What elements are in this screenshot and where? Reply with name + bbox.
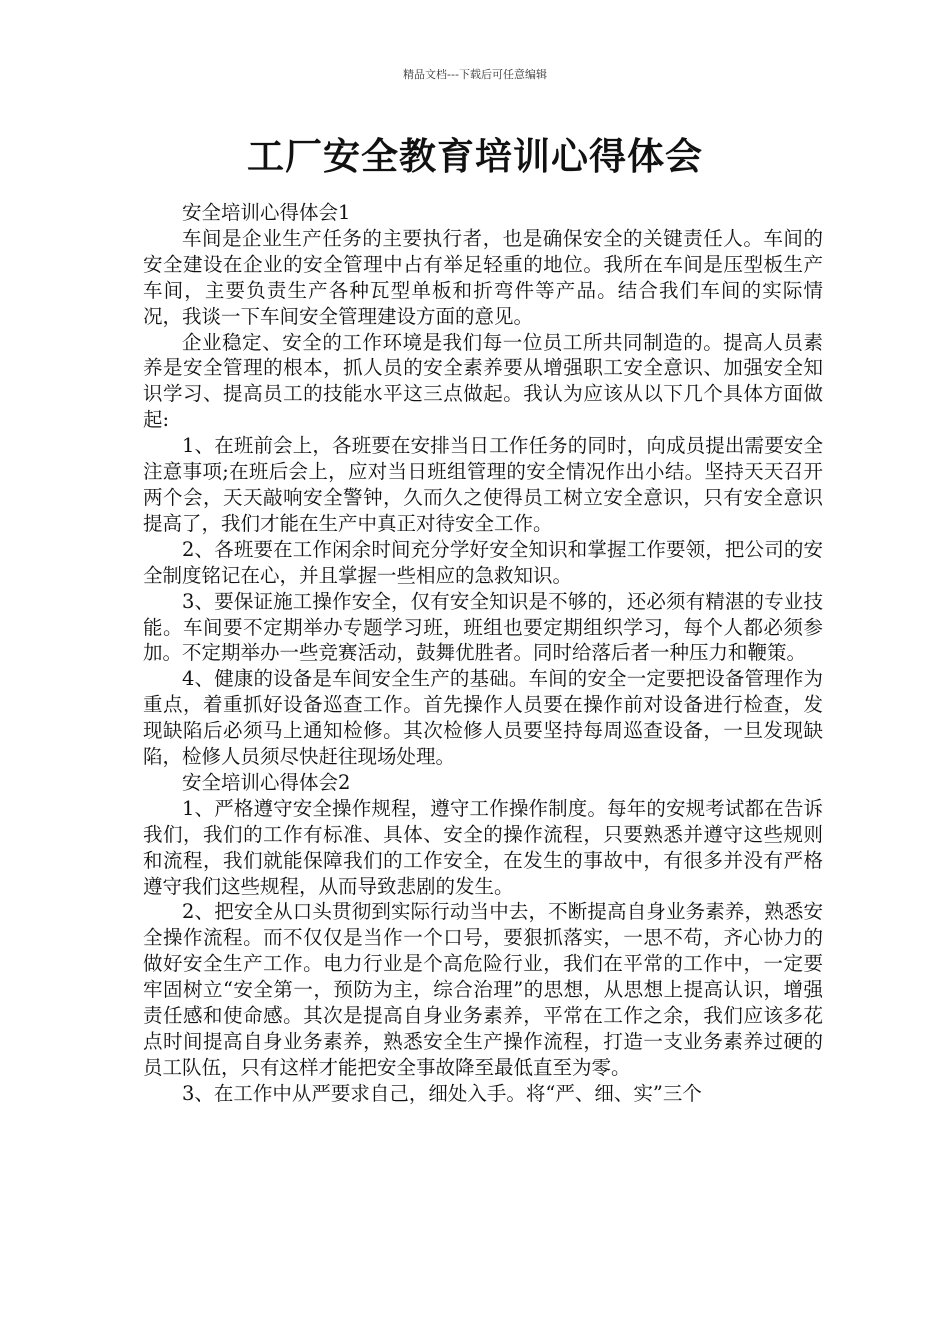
document-body [143, 200, 823, 1107]
paragraph: 3、在工作中从严要求自己，细处入手。将“严、细、实”三个 [182, 1081, 702, 1105]
paragraph: 2、把安全从口头贯彻到实际行动当中去，不断提高自身业务素养，熟悉安全操作流程。而不仅仅是当作一个口号，要狠抓落实，一思不苟，齐心协力的做好安全生产工作。电力行业是个高危险行业，我们在平常的工作中，一定要牢固树立“安全第一，预防为主，综合治理”的思想，从思想上提高认识，增强责任感和使命感。其次是提高自身业务素养，平常在工作之余，我们应该多花点时间提高自身业务素养，熟悉安全生产操作流程，打造一支业务素养过硬的员工队伍，只有这样才能把安全事故降至最低直至为零。 [143, 900, 823, 1079]
section-heading: 安全培训心得体会2 [182, 770, 351, 794]
paragraph: 2、各班要在工作闲余时间充分学好安全知识和掌握工作要领，把公司的安全制度铭记在心，并且掌握一些相应的急救知识。 [143, 537, 823, 587]
section-heading: 安全培训心得体会1 [182, 201, 351, 224]
paragraph: 3、要保证施工操作安全，仅有安全知识是不够的，还必须有精湛的专业技能。车间要不定期举办专题学习班，班组也要定期组织学习，每个人都必须参加。不定期举办一些竞赛活动，鼓舞优胜者。同时给落后者一种压力和鞭策。 [143, 589, 823, 665]
paragraph: 车间是企业生产任务的主要执行者，也是确保安全的关键责任人。车间的安全建设在企业的安全管理中占有举足轻重的地位。我所在车间是压型板生产车间，主要负责生产各种瓦型单板和折弯件等产品。结合我们车间的实际情况，我谈一下车间安全管理建设方面的意见。 [143, 226, 823, 328]
paragraph: 1、严格遵守安全操作规程，遵守工作操作制度。每年的安规考试都在告诉我们，我们的工作有标准、具体、安全的操作流程，只要熟悉并遵守这些规则和流程，我们就能保障我们的工作安全，在发生的事故中，有很多并没有严格遵守我们这些规程，从而导致悲剧的发生。 [143, 796, 823, 898]
paragraph: 1、在班前会上，各班要在安排当日工作任务的同时，向成员提出需要安全注意事项;在班后会上，应对当日班组管理的安全情况作出小结。坚持天天召开两个会，天天敲响安全警钟，久而久之使得员工树立安全意识，只有安全意识提高了，我们才能在生产中真正对待安全工作。 [143, 434, 823, 535]
page-header: 精品文档---下载后可任意编辑 [403, 68, 547, 81]
paragraph: 4、健康的设备是车间安全生产的基础。车间的安全一定要把设备管理作为重点，着重抓好设备巡查工作。首先操作人员要在操作前对设备进行检查，发现缺陷后必须马上通知检修。其次检修人员要坚持每周巡查设备，一旦发现缺陷，检修人员须尽快赶往现场处理。 [143, 667, 823, 769]
document-title: 工厂安全教育培训心得体会 [247, 135, 703, 178]
paragraph: 企业稳定、安全的工作环境是我们每一位员工所共同制造的。提高人员素养是安全管理的根本，抓人员的安全素养要从增强职工安全意识、加强安全知识学习、提高员工的技能水平这三点做起。我认为应该从以下几个具体方面做起: [143, 330, 823, 432]
